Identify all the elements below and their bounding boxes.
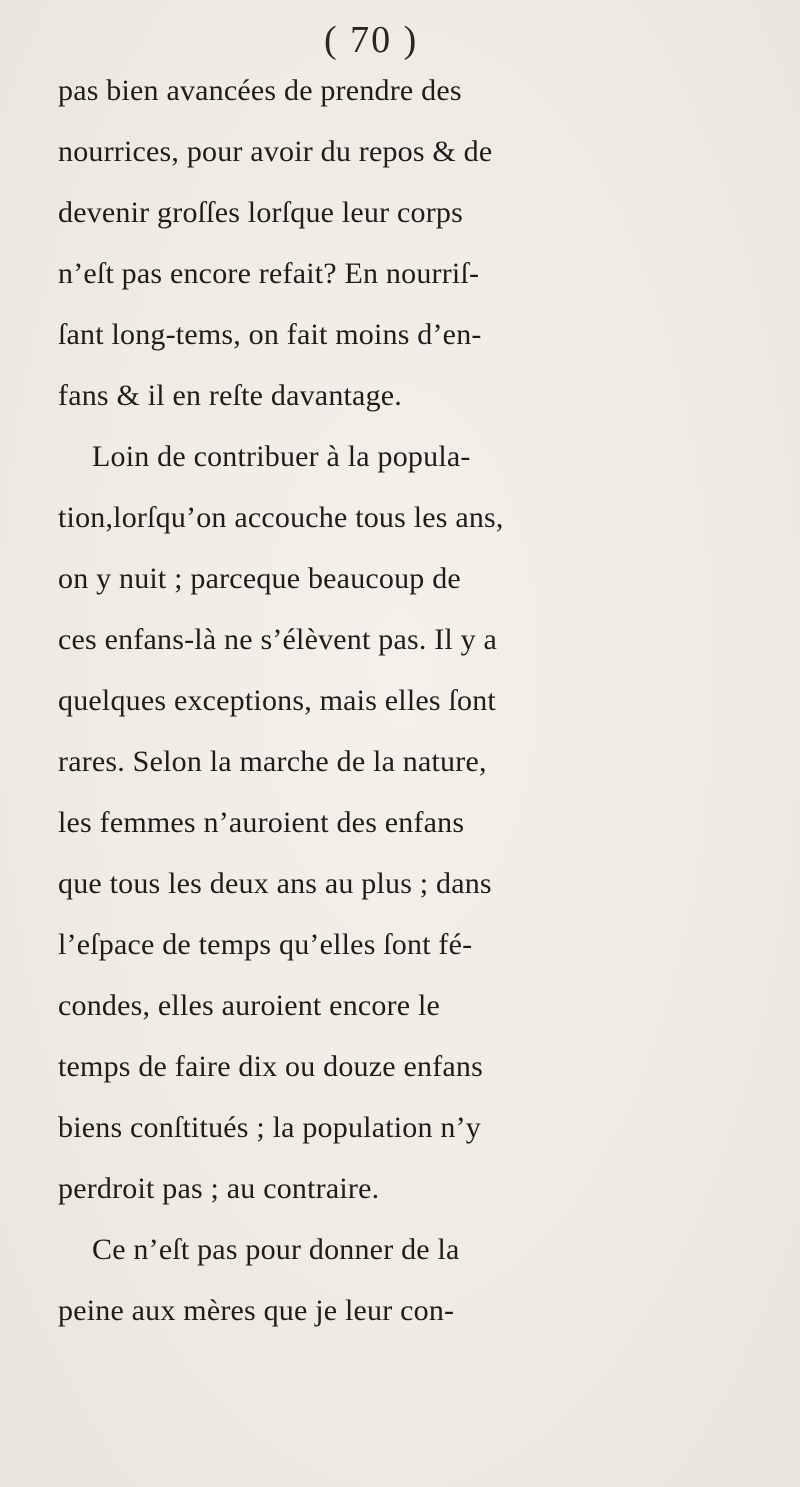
text-line: perdroit pas ; au contraire.	[58, 1172, 380, 1205]
text-line: on y nuit ; parceque beaucoup de	[58, 562, 461, 595]
text-line: que tous les deux ans au plus ; dans	[58, 867, 492, 900]
text-line: n’eſt pas encore refait? En nourriſ-	[58, 257, 480, 290]
text-line: nourrices, pour avoir du repos & de	[58, 135, 493, 168]
text-line: devenir groſſes lorſque leur corps	[58, 196, 464, 229]
text-line: pas bien avancées de prendre des	[58, 74, 462, 107]
text-line: condes, elles auroient encore le	[58, 989, 441, 1022]
page-number: ( 70 )	[324, 19, 419, 61]
text-line: biens conſtitués ; la population n’y	[58, 1111, 481, 1144]
text-line: tion,lorſqu’on accouche tous les ans,	[58, 501, 504, 534]
text-line: temps de faire dix ou douze enfans	[58, 1050, 483, 1083]
text-line: ſant long-tems, on fait moins d’en-	[58, 318, 482, 351]
text-line: peine aux mères que je leur con-	[58, 1294, 455, 1327]
paragraph-start-line: Ce n’eſt pas pour donner de la	[92, 1233, 460, 1266]
text-line: les femmes n’auroient des enfans	[58, 806, 465, 839]
body-text	[58, 60, 798, 1341]
text-line: fans & il en reſte davantage.	[58, 379, 402, 412]
text-line: rares. Selon la marche de la nature,	[58, 745, 487, 778]
text-line: l’eſpace de temps qu’elles ſont fé-	[58, 928, 473, 961]
text-line: quelques exceptions, mais elles ſont	[58, 684, 496, 717]
text-line: ces enfans-là ne s’élèvent pas. Il y a	[58, 623, 498, 656]
paragraph-start-line: Loin de contribuer à la popula-	[92, 440, 471, 473]
